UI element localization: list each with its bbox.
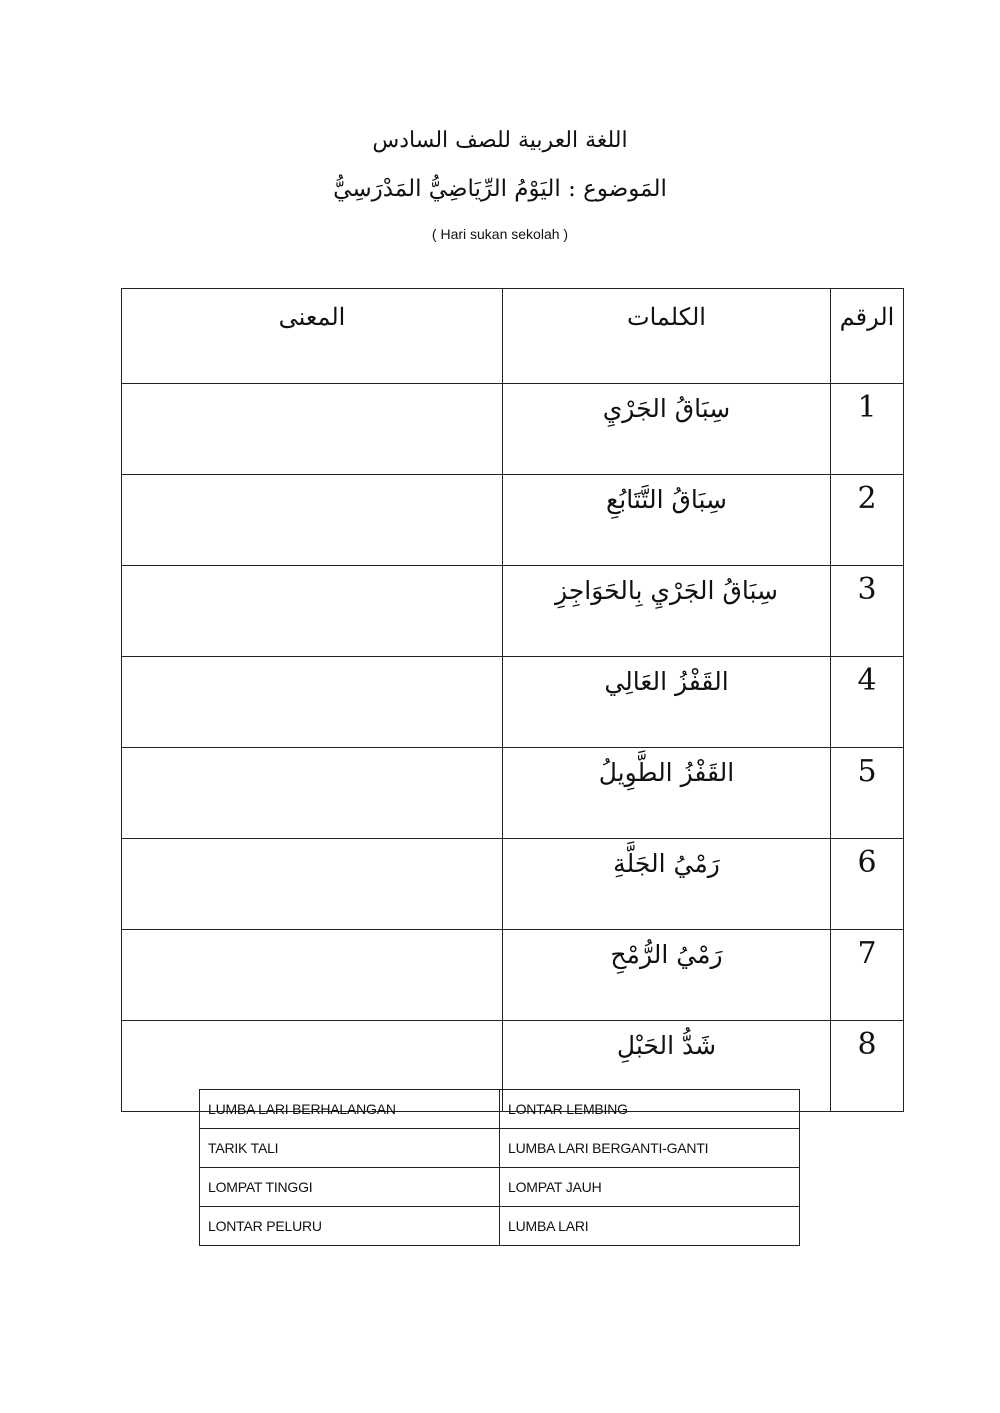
row-number: 6 xyxy=(831,839,904,930)
document-title: اللغة العربية للصف السادس xyxy=(372,128,628,153)
table-header-row xyxy=(122,289,904,384)
vocabulary-table xyxy=(121,288,904,1112)
answer-bank-row xyxy=(200,1129,800,1168)
row-number: 1 xyxy=(831,384,904,475)
arabic-word: القَفْزُ العَالِي xyxy=(503,657,831,748)
row-number: 7 xyxy=(831,930,904,1021)
answer-bank-row xyxy=(200,1207,800,1246)
table-row xyxy=(122,566,904,657)
arabic-word: سِبَاقُ الجَرْيِ xyxy=(503,384,831,475)
arabic-word: سِبَاقُ الجَرْيِ بِالحَوَاجِزِ xyxy=(503,566,831,657)
meaning-answer-cell[interactable] xyxy=(122,657,503,748)
row-number: 3 xyxy=(831,566,904,657)
meaning-answer-cell[interactable] xyxy=(122,748,503,839)
arabic-word: شَدُّ الحَبْلِ xyxy=(503,1021,831,1112)
meaning-answer-cell[interactable] xyxy=(122,839,503,930)
table-row xyxy=(122,748,904,839)
header-words: الكلمات xyxy=(503,289,831,384)
arabic-word: القَفْزُ الطَّوِيلُ xyxy=(503,748,831,839)
table-row xyxy=(122,475,904,566)
answer-option[interactable]: LUMBA LARI BERGANTI-GANTI xyxy=(500,1129,800,1168)
answer-option[interactable]: LOMPAT JAUH xyxy=(500,1168,800,1207)
row-number: 4 xyxy=(831,657,904,748)
answer-option[interactable]: TARIK TALI xyxy=(200,1129,500,1168)
answer-option[interactable]: LUMBA LARI BERHALANGAN xyxy=(200,1090,500,1129)
answer-bank-row xyxy=(200,1168,800,1207)
table-row xyxy=(122,930,904,1021)
topic-subtitle: ( Hari sukan sekolah ) xyxy=(431,226,569,242)
answer-option[interactable]: LUMBA LARI xyxy=(500,1207,800,1246)
arabic-word: رَمْيُ الجَلَّةِ xyxy=(503,839,831,930)
meaning-answer-cell[interactable] xyxy=(122,566,503,657)
table-row xyxy=(122,384,904,475)
answer-option[interactable]: LONTAR LEMBING xyxy=(500,1090,800,1129)
row-number: 8 xyxy=(831,1021,904,1112)
table-row xyxy=(122,839,904,930)
topic-heading: المَوضوع : اليَوْمُ الرِّيَاضِيُّ المَدْرَسِيُّ xyxy=(333,176,667,202)
arabic-word: رَمْيُ الرُّمْحِ xyxy=(503,930,831,1021)
meaning-answer-cell[interactable] xyxy=(122,475,503,566)
header-meaning: المعنى xyxy=(122,289,503,384)
meaning-answer-cell[interactable] xyxy=(122,930,503,1021)
answer-option[interactable]: LONTAR PELURU xyxy=(200,1207,500,1246)
answer-bank-table xyxy=(199,1089,800,1246)
meaning-answer-cell[interactable] xyxy=(122,384,503,475)
arabic-word: سِبَاقُ التَّتَابُعِ xyxy=(503,475,831,566)
answer-bank-row xyxy=(200,1090,800,1129)
answer-option[interactable]: LOMPAT TINGGI xyxy=(200,1168,500,1207)
row-number: 2 xyxy=(831,475,904,566)
header-number: الرقم xyxy=(831,289,904,384)
row-number: 5 xyxy=(831,748,904,839)
table-row xyxy=(122,657,904,748)
